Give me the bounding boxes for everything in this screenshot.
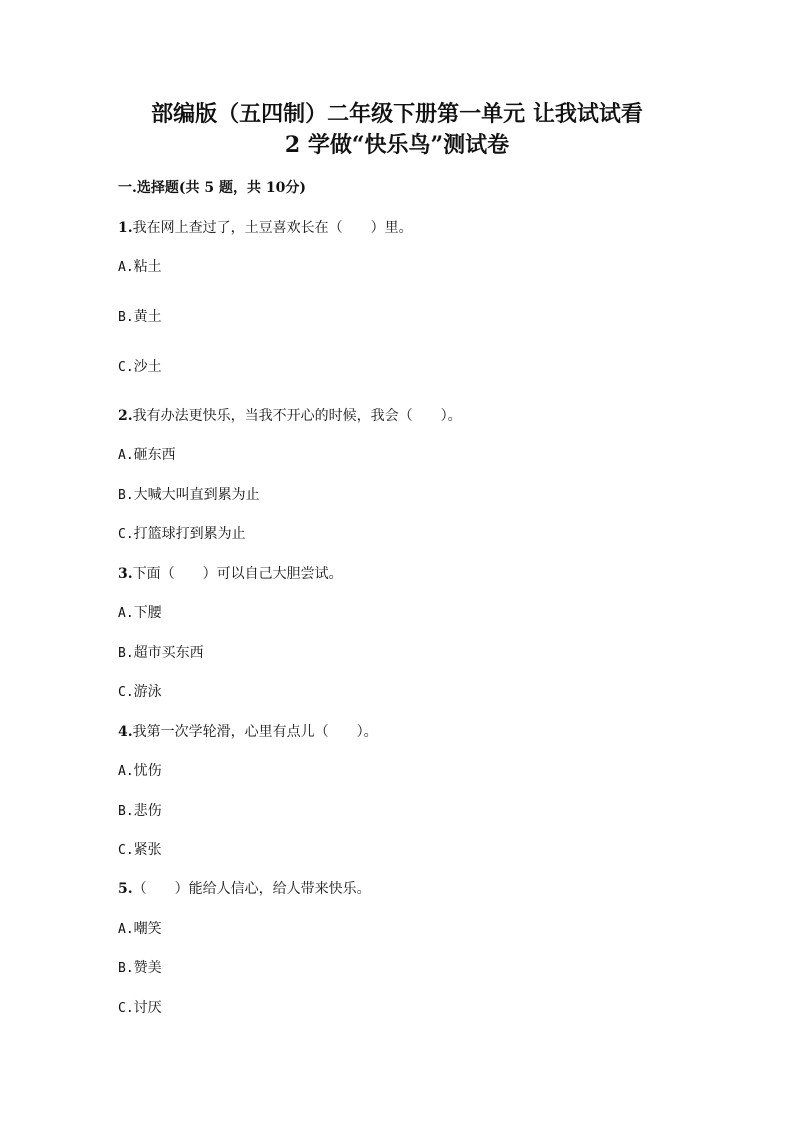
option-letter: B.: [118, 310, 134, 325]
option-letter: A.: [118, 260, 134, 275]
question-3-option-c: [118, 682, 162, 703]
option-text: 嘲笑: [133, 921, 162, 937]
option-text: 超市买东西: [133, 645, 204, 661]
option-letter: C.: [118, 685, 134, 700]
option-text: 下腰: [133, 605, 162, 621]
option-text: 粘土: [133, 259, 162, 275]
option-text: 游泳: [133, 684, 162, 700]
question-2-option-a: [118, 445, 176, 466]
question-text: 我在网上查过了，土豆喜欢长在（ ）里。: [132, 220, 413, 236]
option-text: 悲伤: [133, 803, 162, 819]
option-letter: C.: [118, 527, 134, 542]
question-text: 我有办法更快乐，当我不开心的时候，我会（ ）。: [132, 408, 462, 424]
option-letter: C.: [118, 360, 134, 375]
question-text: 我第一次学轮滑，心里有点儿（ ）。: [132, 724, 378, 740]
option-letter: A.: [118, 606, 134, 621]
option-text: 打篮球打到累为止: [133, 526, 246, 542]
question-number: 2.: [118, 408, 133, 424]
question-1: [118, 218, 413, 238]
option-letter: C.: [118, 843, 134, 858]
option-letter: A.: [118, 764, 134, 779]
question-number: 4.: [118, 724, 133, 740]
option-text: 沙土: [133, 359, 162, 375]
question-4-option-a: [118, 761, 162, 782]
question-3-option-a: [118, 603, 162, 624]
question-2-option-b: [118, 485, 260, 506]
option-text: 忧伤: [133, 763, 162, 779]
question-2-option-c: [118, 524, 246, 545]
page-title-line-1: 部编版（五四制）二年级下册第一单元 让我试试看: [151, 101, 643, 127]
option-letter: A.: [118, 448, 134, 463]
question-4: [118, 722, 378, 742]
question-number: 1.: [118, 220, 133, 236]
option-text: 黄土: [133, 309, 162, 325]
section-heading: 一.选择题(共 5 题，共 10分): [118, 180, 306, 196]
question-3-option-b: [118, 643, 204, 664]
option-text: 砸东西: [133, 447, 176, 463]
option-letter: C.: [118, 1001, 134, 1016]
option-text: 大喊大叫直到累为止: [133, 487, 260, 503]
option-letter: B.: [118, 488, 134, 503]
question-5-option-b: [118, 958, 162, 979]
question-4-option-b: [118, 801, 162, 822]
option-letter: B.: [118, 804, 134, 819]
option-text: 赞美: [133, 960, 162, 976]
question-2: [118, 406, 462, 426]
question-text: （ ）能给人信心，给人带来快乐。: [132, 881, 371, 897]
question-number: 3.: [118, 566, 133, 582]
option-text: 紧张: [133, 842, 162, 858]
option-text: 讨厌: [133, 1000, 162, 1016]
question-3: [118, 564, 343, 584]
option-letter: A.: [118, 922, 134, 937]
question-1-option-c: [118, 357, 162, 378]
question-number: 5.: [118, 881, 133, 897]
question-1-option-a: [118, 257, 162, 278]
question-text: 下面（ ）可以自己大胆尝试。: [132, 566, 343, 582]
page-title-line-2: 2 学做“快乐鸟”测试卷: [284, 132, 510, 158]
question-4-option-c: [118, 840, 162, 861]
question-5-option-a: [118, 919, 162, 940]
option-letter: B.: [118, 646, 134, 661]
question-1-option-b: [118, 307, 162, 328]
option-letter: B.: [118, 961, 134, 976]
question-5-option-c: [118, 998, 162, 1019]
question-5: [118, 879, 371, 899]
